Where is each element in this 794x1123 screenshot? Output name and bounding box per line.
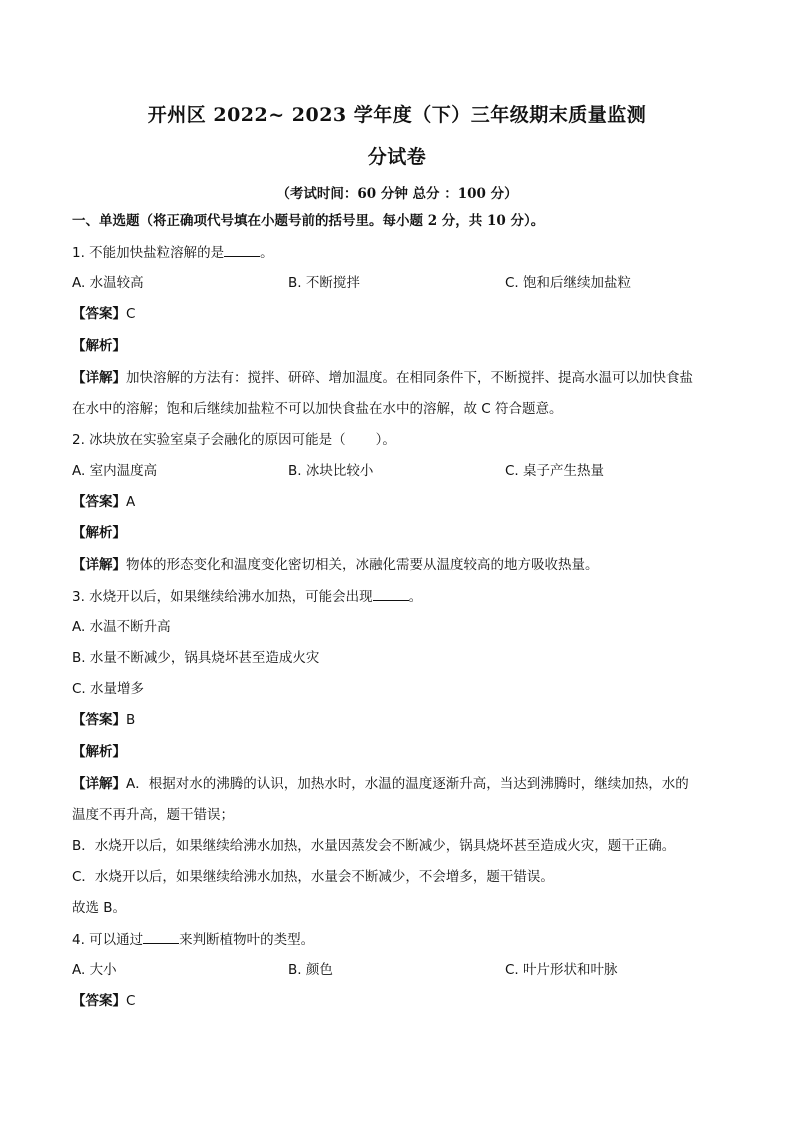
question-2-analysis-label: 【解析】: [72, 525, 126, 541]
question-4-option-c: C. 叶片形状和叶脉: [505, 962, 618, 978]
question-4-option-a: A. 大小: [72, 962, 117, 978]
question-4-option-b: B. 颜色: [288, 962, 333, 978]
question-3-detail-cont: 温度不再升高，题干错误；: [72, 807, 234, 823]
question-3-detail-b: B．水烧开以后，如果继续给沸水加热，水量因蒸发会不断减少，锅具烧坏甚至造成火灾，题干正确。: [72, 838, 676, 854]
question-3-conclusion: 故选 B。: [72, 900, 127, 916]
question-3-answer: 【答案】B: [72, 712, 136, 728]
page-title: 开州区 2022~ 2023 学年度（下）三年级期末质量监测: [147, 104, 647, 126]
question-3-stem: 3. 水烧开以后，如果继续给沸水加热，可能会出现 。: [72, 586, 722, 607]
question-4-stem: 4. 可以通过 来判断植物叶的类型。: [72, 929, 722, 950]
exam-info: （考试时间：60 分钟 总分 ：100 分）: [276, 186, 518, 202]
question-3-detail-c: C．水烧开以后，如果继续给沸水加热，水量会不断减少，不会增多，题干错误。: [72, 869, 554, 885]
question-3-detail: 【详解】A．根据对水的沸腾的认识，加热水时，水温的温度逐渐升高，当达到沸腾时，继续加热，水的: [72, 776, 689, 792]
question-1-option-b: B. 不断搅拌: [288, 275, 360, 291]
question-3-option-a: A. 水温不断升高: [72, 619, 171, 635]
question-1-analysis-label: 【解析】: [72, 338, 126, 354]
question-1-option-c: C. 饱和后继续加盐粒: [505, 275, 632, 291]
question-4-answer: 【答案】C: [72, 993, 136, 1009]
question-3-option-c: C. 水量增多: [72, 681, 145, 697]
question-1-stem: 1. 不能加快盐粒溶解的是 。: [72, 242, 722, 263]
answer-blank: [143, 929, 179, 944]
question-3-analysis-label: 【解析】: [72, 744, 126, 760]
question-1-detail-cont: 在水中的溶解；饱和后继续加盐粒不可以加快食盐在水中的溶解，故 C 符合题意。: [72, 401, 563, 417]
section-heading: 一、单选题（将正确项代号填在小题号前的括号里。每小题 2 分，共 10 分）。: [72, 213, 545, 229]
question-2-detail: 【详解】物体的形态变化和温度变化密切相关，冰融化需要从温度较高的地方吸收热量。: [72, 557, 599, 573]
question-1-answer: 【答案】C: [72, 306, 136, 322]
question-3-option-b: B. 水量不断减少，锅具烧坏甚至造成火灾: [72, 650, 320, 666]
question-2-option-a: A. 室内温度高: [72, 463, 158, 479]
question-2-answer: 【答案】A: [72, 494, 136, 510]
answer-blank: [373, 586, 409, 601]
answer-blank: [224, 242, 260, 257]
question-2-stem: 2. 冰块放在实验室桌子会融化的原因可能是（ ）。: [72, 432, 396, 448]
question-1-detail: 【详解】加快溶解的方法有：搅拌、研碎、增加温度。在相同条件下，不断搅拌、提高水温可以加快食盐: [72, 370, 693, 386]
question-2-option-c: C. 桌子产生热量: [505, 463, 605, 479]
question-2-option-b: B. 冰块比较小: [288, 463, 374, 479]
page-title-line2: 分试卷: [367, 146, 427, 168]
question-1-option-a: A. 水温较高: [72, 275, 144, 291]
